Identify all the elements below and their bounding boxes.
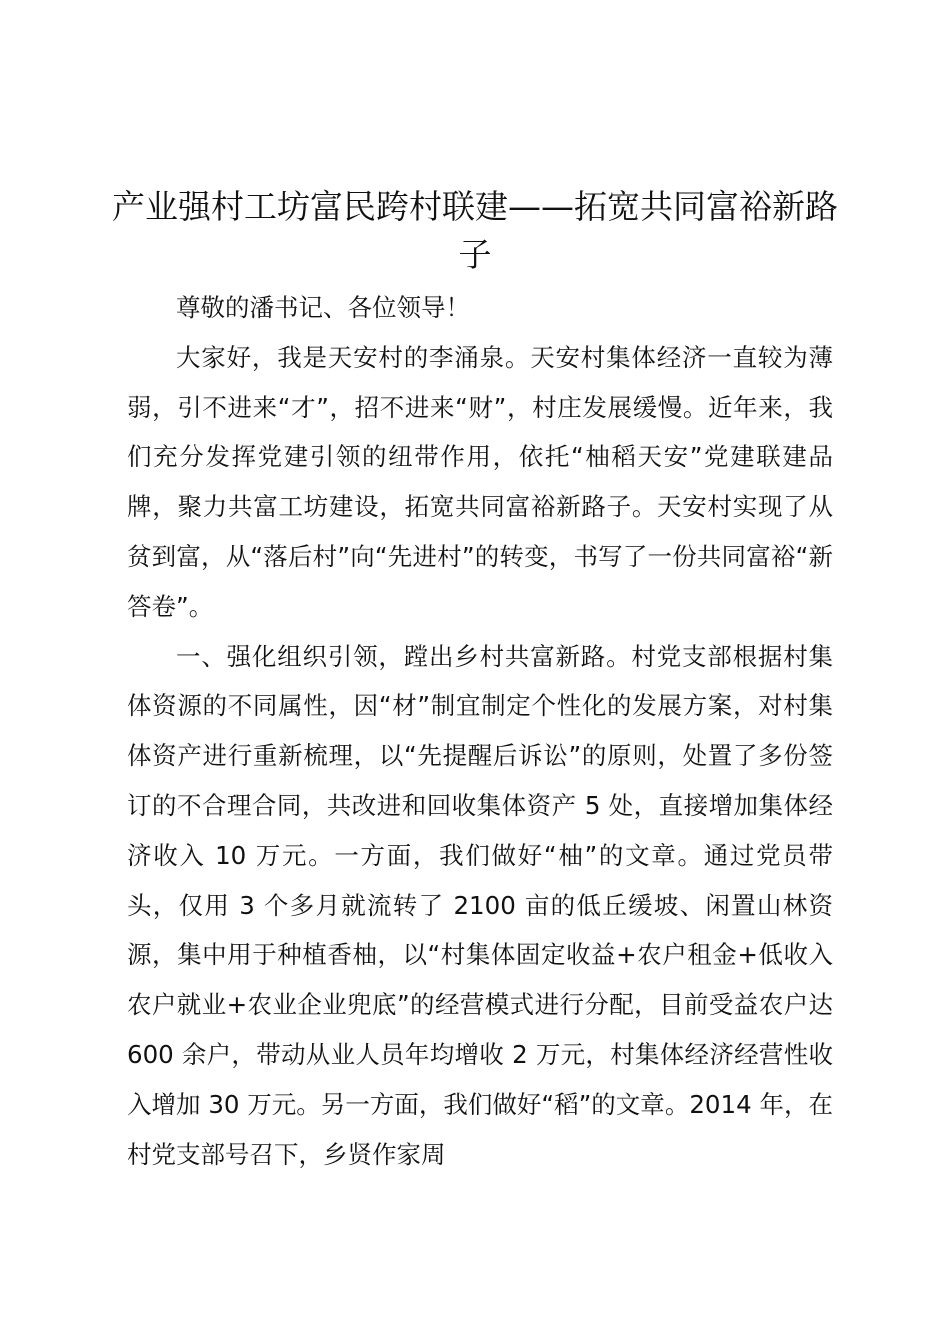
- section-one-paragraph: 一、强化组织引领，蹚出乡村共富新路。村党支部根据村集体资源的不同属性，因“材”制宜制定个性化的发展方案，对村集体资产进行重新梳理，以“先提醒后诉讼”的原则，处置了多份签订的不合理合同，共改进和回收集体资产 5 处，直接增加集体经济收入 10 万元。一方面，我们做好“柚”的文章。通过党员带头，仅用 3 个多月就流转了 2100 亩的低丘缓坡、闲置山林资源，集中用于种植香柚，以“村集体固定收益+农户租金+低收入农户就业+农业企业兜底”的经营模式进行分配，目前受益农户达 600 余户，带动从业人员年均增收 2 万元，村集体经济经营性收入增加 30 万元。另一方面，我们做好“稻”的文章。2014 年，在村党支部号召下，乡贤作家周: [127, 641, 833, 1169]
- greeting-paragraph: 尊敬的潘书记、各位领导！: [176, 293, 470, 322]
- intro-paragraph: 大家好，我是天安村的李涌泉。天安村集体经济一直较为薄弱，引不进来“才”，招不进来“财”，村庄发展缓慢。近年来，我们充分发挥党建引领的纽带作用，依托“柚稻天安”党建联建品牌，聚力共富工坊建设，拓宽共同富裕新路子。天安村实现了从贫到富，从“落后村”向“先进村”的转变，书写了一份共同富裕“新答卷”。: [127, 342, 833, 621]
- document-body: [127, 283, 833, 1179]
- document-title: 产业强村工坊富民跨村联建——拓宽共同富裕新路子: [112, 187, 838, 274]
